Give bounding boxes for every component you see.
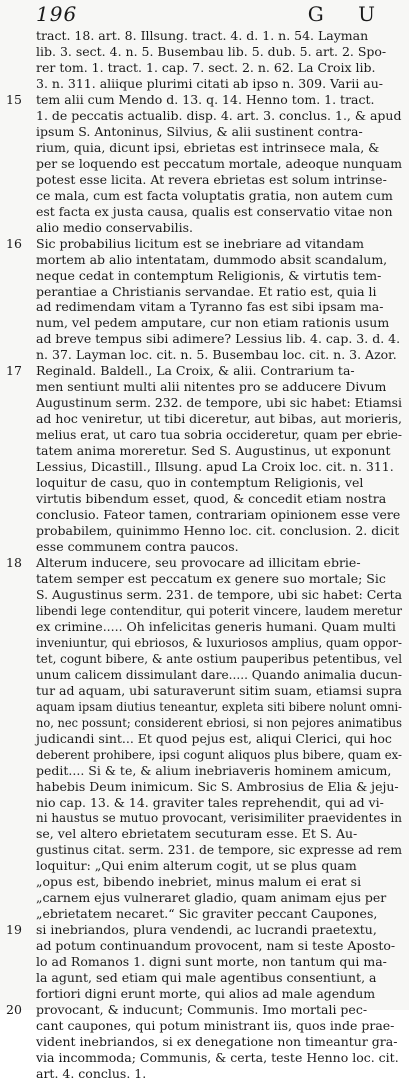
line-text: lib. 3. sect. 4. n. 5. Busembau lib. 5. dub. 5. art. 2. Spo- (36, 43, 387, 59)
line-text: virtutis bibendum esset, quod, & concedit etiam nostra (36, 491, 387, 507)
line-text: aquam ipsam diutius teneantur, expleta siti bibere nolunt omni- (36, 698, 402, 714)
line-text: ce mala, cum est facta voluptatis gratia, non autem cum (36, 187, 393, 203)
text-line (6, 970, 404, 986)
line-text: habebis Deum inimicum. Sic S. Ambrosius de Elia & jeju- (36, 778, 399, 794)
text-line (6, 603, 404, 619)
line-text: rer tom. 1. tract. 1. cap. 7. sect. 2. n. 62. La Croix lib. (36, 59, 376, 75)
text-line (6, 252, 404, 268)
margin-line-number: 18 (6, 554, 22, 570)
line-text: num, vel pedem amputare, cur non etiam rationis usum (36, 315, 390, 331)
text-line (6, 810, 404, 826)
text-line (6, 763, 404, 779)
line-text: via incommoda; Communis, & certa, teste Henno loc. cit. (36, 1050, 399, 1065)
text-line (6, 204, 404, 220)
line-text: „carnem ejus vulneraret gladio, quam animam ejus per (36, 890, 387, 906)
line-text: per se loquendo est peccatum mortale, adeoque nunquam (36, 155, 403, 171)
text-line (6, 395, 404, 411)
line-text: 1. de peccatis actualib. disp. 4. art. 3. conclus. 1., & apud (36, 107, 402, 123)
text-line (6, 1066, 404, 1082)
text-line (6, 331, 404, 347)
line-text: se, vel altero ebrietatem secuturam esse. Et S. Au- (36, 826, 358, 842)
line-text: „opus est, bibendo inebriet, minus malum ei erat si (36, 874, 362, 890)
line-text: deberent prohibere, ipsi cogunt aliquos plus bibere, quam ex- (36, 746, 402, 762)
line-text: no, nec possunt; considerent ebriosi, si non pejores animatibus (36, 714, 403, 730)
text-line (6, 124, 404, 140)
text-line (6, 28, 404, 44)
text-line (6, 379, 404, 395)
line-text: ni haustus se mutuo provocant, verisimiliter praevidentes in (36, 810, 402, 826)
text-line (6, 475, 404, 491)
text-line (6, 890, 404, 906)
line-text: esse communem contra paucos. (36, 539, 239, 554)
text-line (6, 44, 404, 60)
text-line (6, 571, 404, 587)
line-text: tur ad aquam, ubi saturaverunt sitim suam, etiamsi supra (36, 682, 403, 698)
line-text: lo ad Romanos 1. digni sunt morte, non tantum qui ma- (36, 954, 387, 970)
text-line (6, 299, 404, 315)
page-header (0, 0, 409, 28)
text-line (6, 140, 404, 156)
text-line (6, 858, 404, 874)
text-line (6, 795, 404, 811)
line-text: Lessius, Dicastill., Illsung. apud La Croix loc. cit. n. 311. (36, 459, 394, 475)
text-line (6, 874, 404, 890)
line-text: fortiori digni erunt morte, qui alios ad male agendum (36, 986, 376, 1002)
text-line (6, 1050, 404, 1066)
line-text: pedit.... Si & te, & alium inebriaveris hominem amicum, (36, 762, 392, 778)
text-body (6, 28, 404, 1082)
line-text: tatem semper est peccatum ex genere suo mortale; Sic (36, 570, 386, 586)
line-text: Sic probabilius licitum est se inebriare ad vitandam (36, 235, 364, 251)
line-text: mortem ab alio intentatam, dummodo absit scandalum, (36, 251, 388, 267)
line-text: tatem anima moreretur. Sed S. Augustinus, ut exponunt (36, 443, 391, 459)
text-line (6, 954, 404, 970)
line-text: potest esse licita. At revera ebrietas est solum intrinse- (36, 171, 387, 187)
text-line (6, 1002, 404, 1018)
text-line (6, 268, 404, 284)
text-line (6, 363, 404, 379)
text-line (6, 715, 404, 731)
text-line (6, 683, 404, 699)
text-line (6, 459, 404, 475)
text-line (6, 779, 404, 795)
line-text: ad potum continuandum provocent, nam si teste Aposto- (36, 938, 396, 954)
line-text: loquitur: „Qui enim alterum cogit, ut se plus quam (36, 858, 357, 874)
text-line (6, 922, 404, 938)
line-text: art. 4. conclus. 1. (36, 1065, 147, 1081)
line-text: neque cedat in contemptum Religionis, & virtutis tem- (36, 267, 382, 283)
line-text: cant caupones, qui potum ministrant iis, quos inde prae- (36, 1018, 395, 1034)
text-line (6, 491, 404, 507)
line-text: n. 37. Layman loc. cit. n. 5. Busembau loc. cit. n. 3. Azor. (36, 347, 397, 363)
line-text: provocant, & inducunt; Communis. Imo mortali pec- (36, 1002, 368, 1018)
text-line (6, 284, 404, 300)
page-number: 196 (36, 2, 78, 26)
margin-line-number: 15 (6, 91, 22, 107)
line-text: rium, quia, dicunt ipsi, ebrietas est intrinsece mala, & (36, 139, 380, 155)
margin-line-number: 20 (6, 1002, 22, 1018)
line-text: perantiae a Christianis servandae. Et ratio est, quia li (36, 283, 377, 299)
text-line (6, 842, 404, 858)
line-text: alio medio conservabilis. (36, 219, 193, 235)
text-line (6, 826, 404, 842)
text-line (6, 667, 404, 683)
text-line (6, 539, 404, 555)
text-line (6, 1034, 404, 1050)
text-line (6, 172, 404, 188)
text-line (6, 220, 404, 236)
line-text: ad breve tempus sibi adimere? Lessius lib. 4. cap. 3. d. 4. (36, 331, 401, 347)
text-line (6, 443, 404, 459)
text-line (6, 427, 404, 443)
line-text: tet, cogunt bibere, & ante ostium pauperibus petentibus, vel (36, 650, 403, 666)
text-line (6, 651, 404, 667)
line-text: ipsum S. Antoninus, Silvius, & alii sustinent contra- (36, 123, 363, 139)
text-line (6, 699, 404, 715)
text-line (6, 938, 404, 954)
line-text: inveniuntur, qui ebriosos, & luxuriosos amplius, quam oppor- (36, 634, 403, 650)
text-line (6, 236, 404, 252)
line-text: unum calicem dissimulant dare..... Quando animalia ducun- (36, 666, 402, 682)
line-text: tract. 18. art. 8. Illsung. tract. 4. d. 1. n. 54. Layman (36, 28, 369, 43)
margin-line-number: 16 (6, 235, 22, 251)
line-text: vident inebriandos, si ex denegatione non timeantur gra- (36, 1034, 398, 1050)
text-line (6, 108, 404, 124)
line-text: nio cap. 13. & 14. graviter tales reprehendit, qui ad vi- (36, 794, 384, 810)
line-text: 3. n. 311. aliique plurimi citati ab ipso n. 309. Varii au- (36, 75, 384, 91)
line-text: libendi lege contenditur, qui poterit vincere, laudem meretur (36, 602, 403, 618)
line-text: S. Augustinus serm. 231. de tempore, ubi sic habet: Certa (36, 586, 403, 602)
text-line (6, 635, 404, 651)
line-text: ex crimine..... Oh infelicitas generis humani. Quam multi (36, 618, 396, 634)
text-line (6, 587, 404, 603)
margin-line-number: 17 (6, 363, 22, 379)
text-line (6, 315, 404, 331)
line-text: est facta ex justa causa, qualis est conservatio vitae non (36, 203, 393, 219)
text-line (6, 60, 404, 76)
line-text: gustinus citat. serm. 231. de tempore, sic expresse ad rem (36, 842, 403, 858)
margin-line-number: 19 (6, 922, 22, 938)
text-line (6, 188, 404, 204)
line-text: judicandi sint... Et quod pejus est, aliqui Clerici, qui hoc (36, 730, 392, 746)
text-line (6, 507, 404, 523)
text-line (6, 747, 404, 763)
text-line (6, 523, 404, 539)
line-text: ad hoc veniretur, ut tibi diceretur, aut bibas, aut morieris, (36, 411, 402, 427)
line-text: Augustinum serm. 232. de tempore, ubi sic habet: Etiamsi (36, 395, 402, 411)
line-text: probabilem, quinimmo Henno loc. cit. conclusion. 2. dicit (36, 523, 400, 539)
line-text: si inebriandos, plura vendendi, ac lucrandi praetextu, (36, 922, 377, 938)
line-text: tem alii cum Mendo d. 13. q. 14. Henno tom. 1. tract. (36, 91, 375, 107)
line-text: men sentiunt multi alii nitentes pro se adducere Divum (36, 379, 387, 395)
text-line (6, 555, 404, 571)
line-text: „ebrietatem necaret.“ Sic graviter peccant Caupones, (36, 906, 378, 922)
text-line (6, 156, 404, 172)
text-line (6, 906, 404, 922)
line-text: ad redimendam vitam a Tyranno fas est sibi ipsam ma- (36, 299, 384, 315)
line-text: la agunt, sed etiam qui male agentibus consentiunt, a (36, 970, 377, 986)
text-line (6, 619, 404, 635)
text-line (6, 986, 404, 1002)
text-line (6, 92, 404, 108)
text-line (6, 76, 404, 92)
text-line (6, 347, 404, 363)
text-line (6, 1018, 404, 1034)
line-text: melius erat, ut caro tua sobria occideretur, quam per ebrie- (36, 427, 402, 443)
text-line (6, 731, 404, 747)
line-text: conclusio. Fateor tamen, contrariam opinionem esse vere (36, 507, 401, 523)
running-head: G U (307, 2, 389, 26)
line-text: Alterum inducere, seu provocare ad illicitam ebrie- (36, 554, 361, 570)
line-text: Reginald. Baldell., La Croix, & alii. Contrarium ta- (36, 363, 355, 379)
text-line (6, 411, 404, 427)
line-text: loquitur de casu, quo in contemptum Religionis, vel (36, 475, 364, 491)
